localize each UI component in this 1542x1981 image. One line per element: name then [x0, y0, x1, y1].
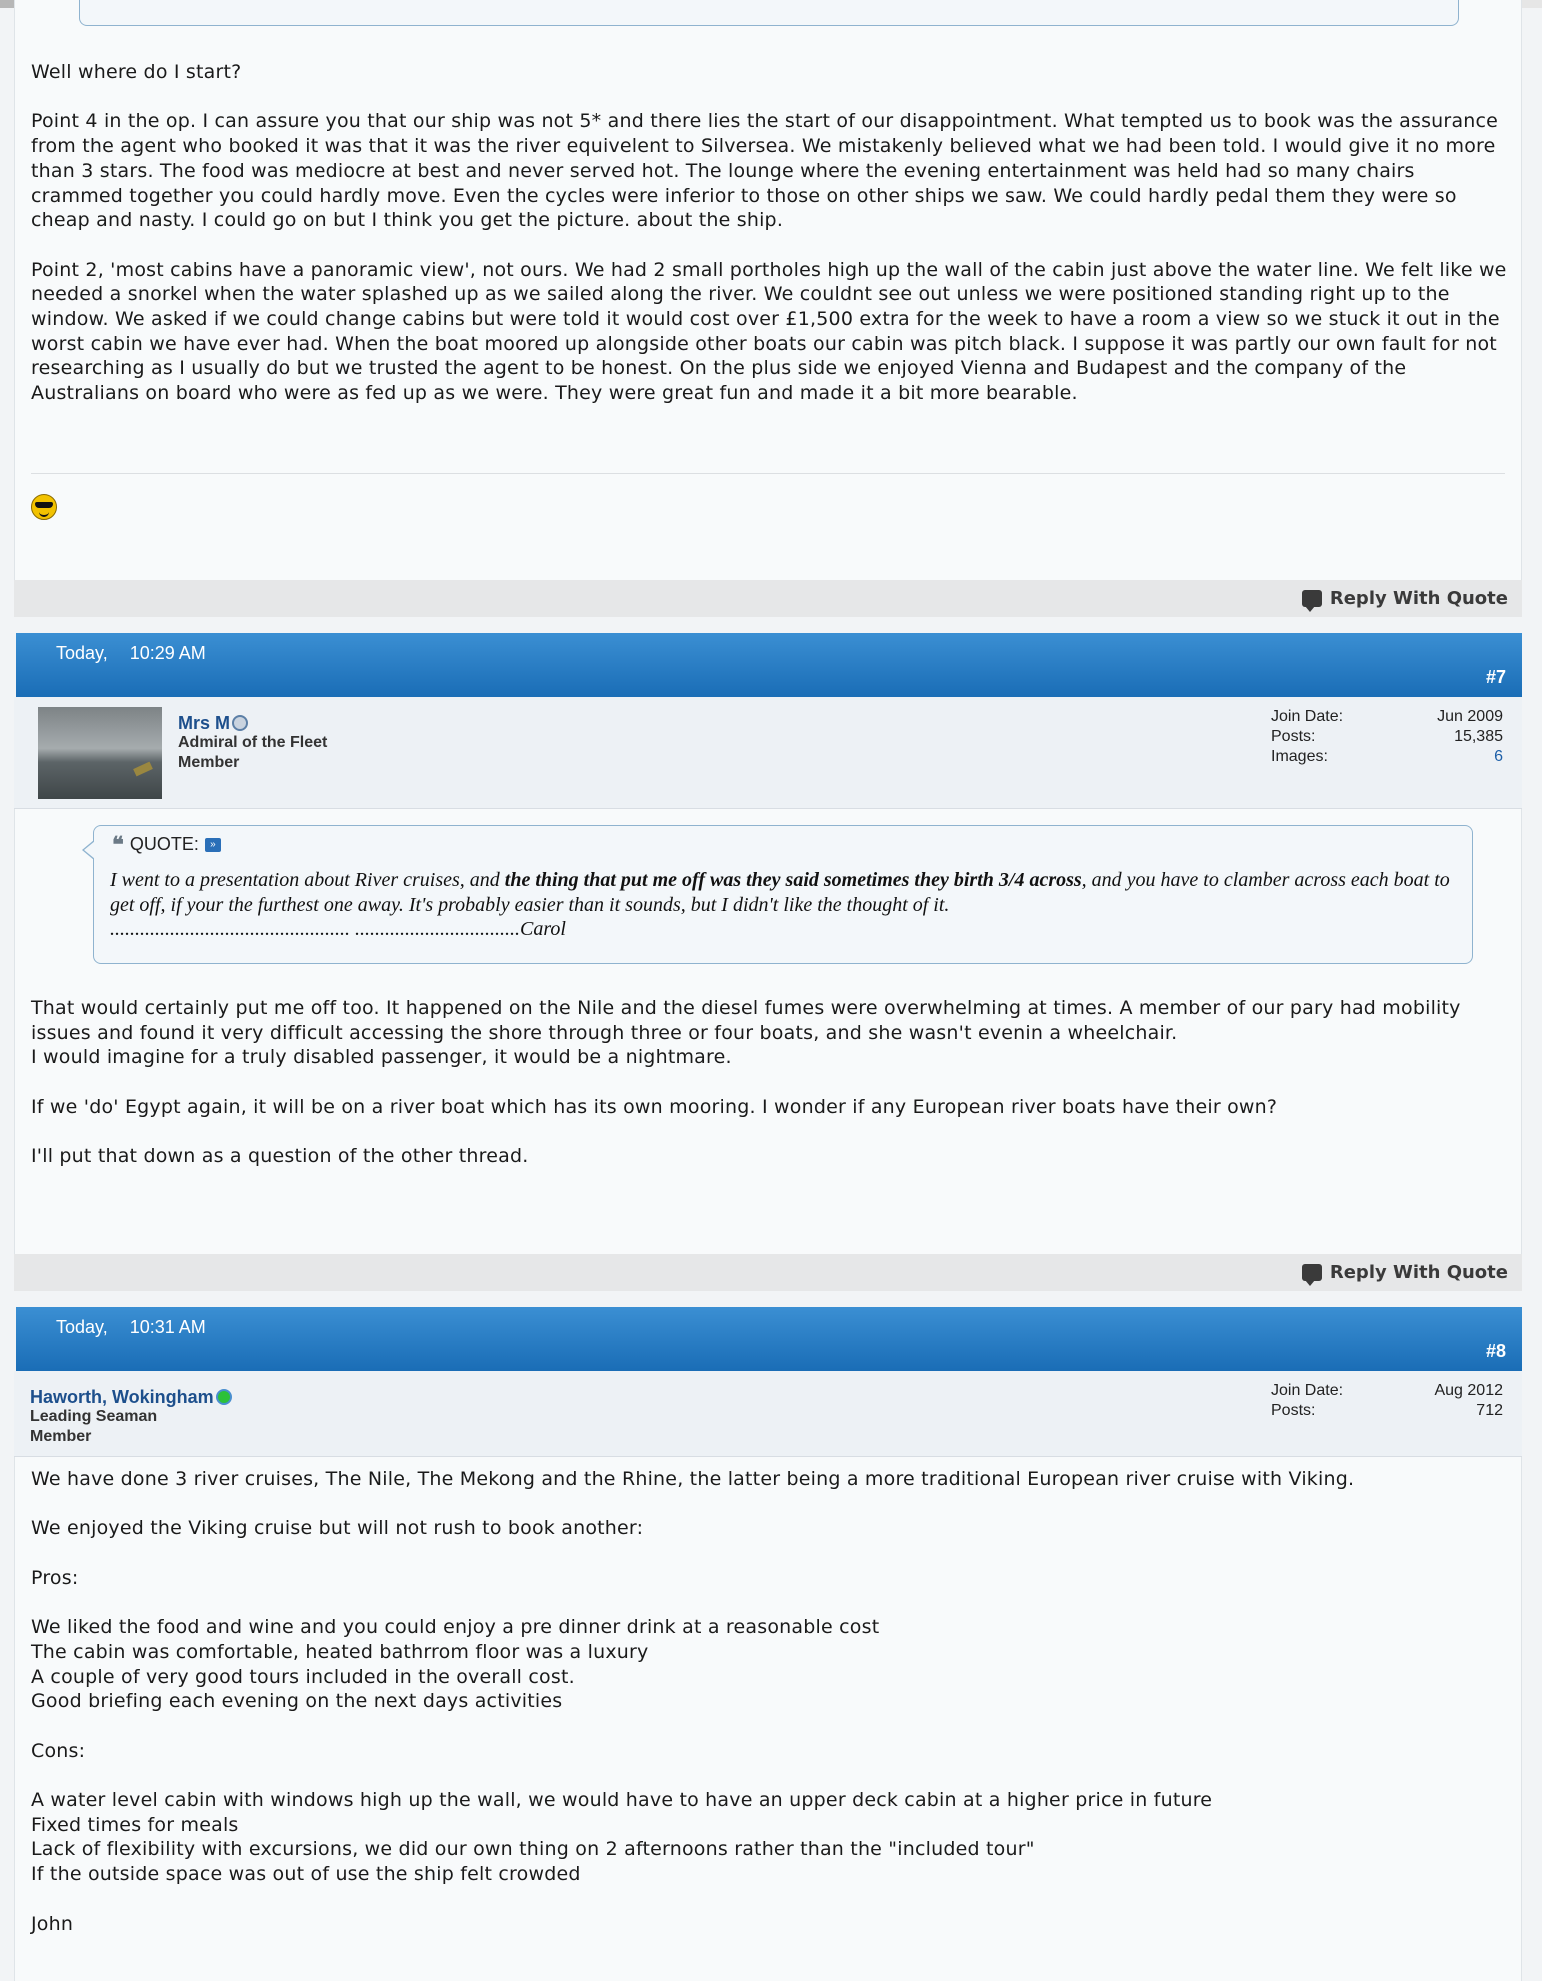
post-footer-7	[14, 1254, 1522, 1291]
post-date	[56, 643, 206, 664]
stat-join-date	[1271, 707, 1503, 727]
message-paragraph: John	[31, 1912, 74, 1935]
quote-bubble-icon	[1302, 590, 1322, 607]
post-date-day: Today,	[56, 1317, 108, 1337]
cool-smiley-icon	[31, 494, 57, 520]
user-titles	[178, 733, 327, 773]
view-post-icon[interactable]: »	[205, 838, 221, 852]
post-message-7	[31, 996, 1511, 1194]
quote-text-part: , and you have to clamber across each boat to get off, if your the furthest one away. It's probably easier than it sounds, but I didn't like the thought of it.	[110, 869, 1450, 916]
message-paragraph: I'll put that down as a question of the other thread.	[31, 1145, 529, 1168]
online-status-icon	[216, 1389, 232, 1405]
quote-label: QUOTE:	[129, 834, 199, 854]
post-header-8	[16, 1307, 1522, 1371]
stat-posts	[1271, 727, 1503, 747]
post-number-link[interactable]: #7	[1485, 667, 1506, 687]
user-titles	[30, 1407, 157, 1447]
reply-label: Reply With Quote	[1329, 1262, 1508, 1283]
reply-with-quote-button[interactable]	[1302, 588, 1508, 609]
post-body-6	[14, 0, 1522, 580]
stat-label: Posts:	[1271, 1402, 1316, 1419]
user-rank: Admiral of the Fleet	[178, 734, 328, 751]
message-paragraph: We enjoyed the Viking cruise but will not rush to book another:	[31, 1517, 644, 1540]
username: Haworth, Wokingham	[30, 1387, 214, 1407]
reply-with-quote-button[interactable]	[1302, 1262, 1508, 1283]
user-stats	[1271, 1381, 1503, 1421]
stat-label: Join Date:	[1271, 708, 1344, 725]
username-link[interactable]	[30, 1387, 232, 1408]
quote-box	[93, 825, 1473, 964]
reply-label: Reply With Quote	[1329, 588, 1508, 609]
stat-label: Join Date:	[1271, 1382, 1344, 1399]
username-link[interactable]	[178, 713, 248, 734]
stat-value: Jun 2009	[1437, 708, 1503, 725]
quote-text	[110, 868, 1460, 942]
post-time: 10:29 AM	[129, 643, 206, 663]
quote-header	[112, 831, 221, 858]
stat-posts	[1271, 1401, 1503, 1421]
stat-label: Posts:	[1271, 728, 1316, 745]
stat-value: 712	[1476, 1402, 1503, 1419]
stat-images	[1271, 747, 1503, 767]
quote-box-end	[79, 0, 1459, 26]
avatar[interactable]	[38, 707, 162, 799]
message-paragraph: A water level cabin with windows high up the wall, we would have to have an upper deck cabin at a higher price in future Fixed times for meals Lack of flexibility with excursions, we did our own thing on 2 afternoons rather than the "included tour" If the outside space was out of use the ship felt crowded	[31, 1789, 1213, 1886]
quote-mark-icon: ❝	[112, 831, 124, 858]
message-paragraph: Well where do I start?	[31, 61, 242, 83]
post-message-6	[31, 60, 1511, 431]
stat-label: Images:	[1271, 748, 1328, 765]
username: Mrs M	[178, 713, 231, 733]
post-header-7	[16, 633, 1522, 697]
userinfo-8	[14, 1371, 1522, 1457]
user-role: Member	[178, 754, 240, 771]
post-body-7	[14, 809, 1522, 1254]
post-message-8	[31, 1467, 1511, 1961]
message-paragraph: That would certainly put me off too. It happened on the Nile and the diesel fumes were overwhelming at times. A member of our pary had mobility issues and found it very difficult accessing the shore through three or four boats, and she wasn't evenin a wheelchair. I would imagine for a truly disabled passenger, it would be a nightmare.	[31, 997, 1461, 1069]
user-rank: Leading Seaman	[30, 1408, 158, 1425]
post-number-link[interactable]: #8	[1485, 1341, 1506, 1361]
images-link[interactable]: 6	[1494, 748, 1503, 765]
message-paragraph: Point 4 in the op. I can assure you that our ship was not 5* and there lies the start of our disappointment. What tempted us to book was the assurance from the agent who booked it was that it was the river equivelent to Silversea. We mistakenly believed what we had been told. I would give it no more than 3 stars. The food was mediocre at best and never served hot. The lounge where the evening entertainment was held had so many chairs crammed together you could hardly move. Even the cycles were inferior to those on other ships we saw. We could hardly pedal them they were so cheap and nasty. I could go on but I think you get the picture. about the ship.	[31, 110, 1499, 232]
signature-divider	[31, 473, 1505, 474]
quote-bubble-icon	[1302, 1264, 1322, 1281]
message-paragraph: Point 2, 'most cabins have a panoramic view', not ours. We had 2 small portholes high up the wall of the cabin just above the water line. We felt like we needed a snorkel when the water splashed up as we sailed along the river. We couldnt see out unless we were positioned standing right up to the window. We asked if we could change cabins but were told it would cost over £1,500 extra for the week to have a room a view so we stuck it out in the worst cabin we have ever had. When the boat moored up alongside other boats our cabin was pitch black. I suppose it was partly our own fault for not researching as I usually do but we trusted the agent to be honest. On the plus side we enjoyed Vienna and Budapest and the company of the Australians on board who were as fed up as we were. They were great fun and made it a bit more bearable.	[31, 258, 1507, 405]
post-date	[56, 1317, 206, 1338]
post-time: 10:31 AM	[129, 1317, 206, 1337]
post-body-8	[14, 1457, 1522, 1981]
post-footer-6	[14, 580, 1522, 617]
user-role: Member	[30, 1428, 92, 1445]
post-date-day: Today,	[56, 643, 108, 663]
offline-status-icon	[232, 715, 248, 731]
quote-signature: ................................................ .................................Carol	[110, 918, 566, 940]
message-paragraph: We have done 3 river cruises, The Nile, The Mekong and the Rhine, the latter being a more traditional European river cruise with Viking.	[31, 1468, 1355, 1490]
userinfo-7	[14, 697, 1522, 809]
stat-value: 15,385	[1454, 728, 1503, 745]
quote-text-part: I went to a presentation about River cruises, and	[110, 869, 505, 891]
stat-value: Aug 2012	[1434, 1382, 1503, 1399]
user-stats	[1271, 707, 1503, 767]
message-paragraph: We liked the food and wine and you could enjoy a pre dinner drink at a reasonable cost The cabin was comfortable, heated bathrrom floor was a luxury A couple of very good tours included in the overall cost. Good briefing each evening on the next days activities	[31, 1616, 880, 1713]
quote-text-bold: the thing that put me off was they said sometimes they birth 3/4 across	[504, 869, 1082, 891]
message-paragraph: Pros:	[31, 1566, 79, 1589]
message-paragraph: Cons:	[31, 1739, 86, 1762]
stat-join-date	[1271, 1381, 1503, 1401]
message-paragraph: If we 'do' Egypt again, it will be on a river boat which has its own mooring. I wonder if any European river boats have their own?	[31, 1095, 1278, 1118]
